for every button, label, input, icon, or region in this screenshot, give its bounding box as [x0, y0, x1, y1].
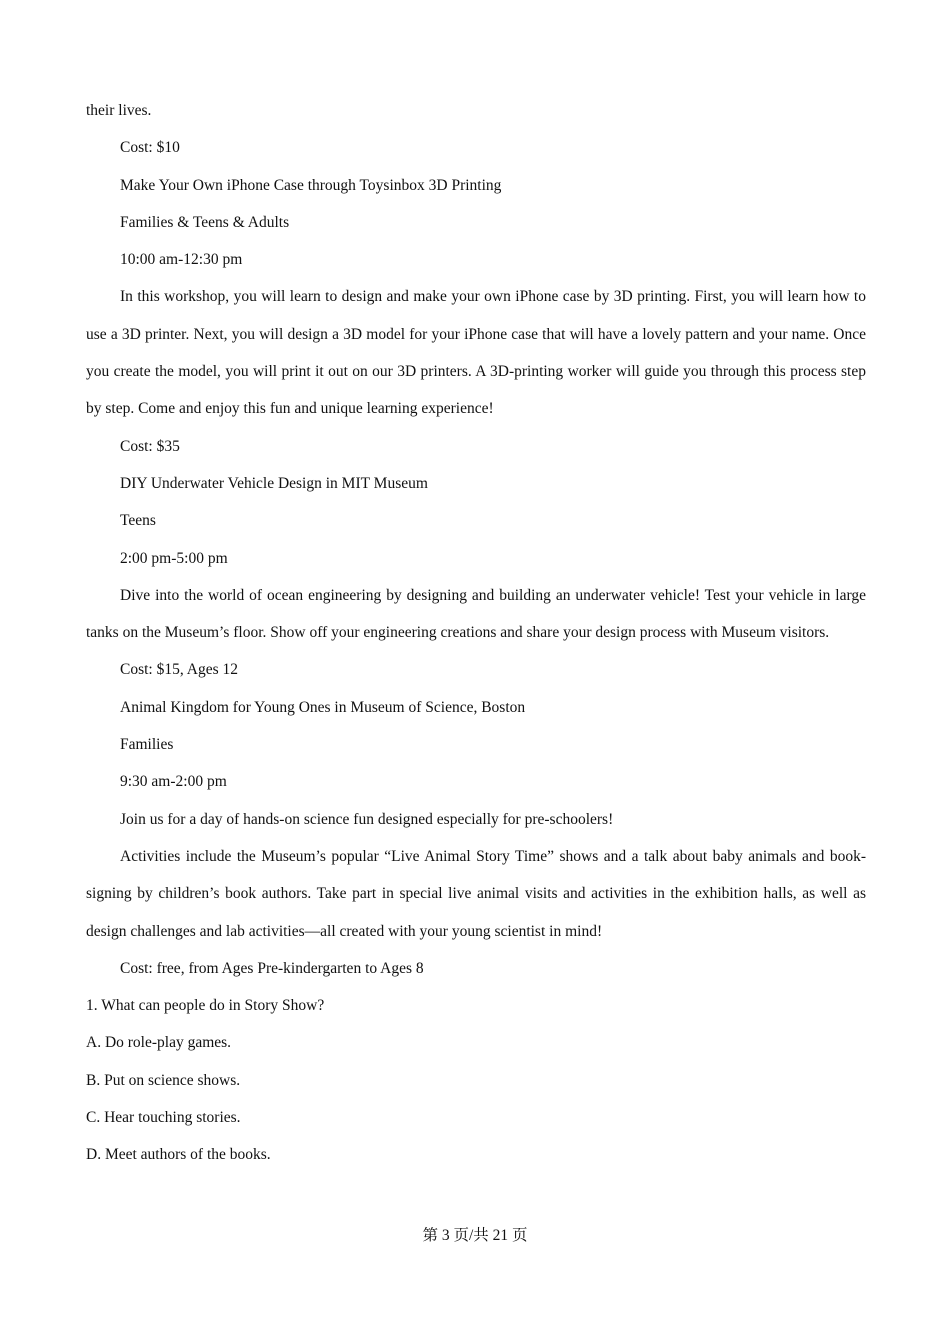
- page-number-footer: 第 3 页/共 21 页: [422, 1227, 528, 1244]
- event2-audience: Families & Teens & Adults: [120, 213, 290, 231]
- event4-audience: Families: [120, 736, 174, 754]
- event2-time: 10:00 am-12:30 pm: [120, 251, 243, 269]
- event2-description: In this workshop, you will learn to design and make your own iPhone case by 3D printing. First, you will learn how to use a 3D printer. Next, you will design a 3D model for your iPhone case that will have a lovely pattern and your name. Once you create the model, you will print it out on our 3D printers. A 3D-printing worker will guide you through this process step by step. Come and enjoy this fun and unique learning experience!: [86, 288, 866, 418]
- event2-title: Make Your Own iPhone Case through Toysinbox 3D Printing: [120, 176, 502, 194]
- event4-time: 9:30 am-2:00 pm: [120, 773, 227, 791]
- event3-cost: Cost: $15, Ages 12: [120, 661, 238, 679]
- continuation-text: their lives.: [86, 102, 152, 119]
- event3-audience: Teens: [120, 512, 156, 530]
- question-option-b: B. Put on science shows.: [86, 1071, 241, 1089]
- question-option-d: D. Meet authors of the books.: [86, 1146, 271, 1164]
- event3-title: DIY Underwater Vehicle Design in MIT Museum: [120, 474, 428, 492]
- event3-time: 2:00 pm-5:00 pm: [120, 549, 228, 567]
- question-option-a: A. Do role-play games.: [86, 1034, 232, 1052]
- event4-description-activities: Activities include the Museum’s popular “Live Animal Story Time” shows and a talk about baby animals and book-signing by children’s book authors. Take part in special live animal visits and activities in the exhibition halls, as well as design challenges and lab activities—all created with your young scientist in mind!: [86, 847, 866, 940]
- event4-cost: Cost: free, from Ages Pre-kindergarten to Ages 8: [120, 959, 424, 977]
- event4-description-intro: Join us for a day of hands-on science fun designed especially for pre-schoolers!: [120, 810, 614, 828]
- event2-cost: Cost: $35: [120, 437, 180, 455]
- question-stem: 1. What can people do in Story Show?: [86, 997, 325, 1015]
- event1-cost: Cost: $10: [120, 139, 180, 157]
- event4-title: Animal Kingdom for Young Ones in Museum of Science, Boston: [120, 698, 526, 716]
- page-content: [86, 92, 866, 1174]
- event3-description: Dive into the world of ocean engineering by designing and building an underwater vehicle! Test your vehicle in large tanks on the Museum’s floor. Show off your engineering creations and share your design process with Museum visitors.: [86, 586, 866, 642]
- question-option-c: C. Hear touching stories.: [86, 1109, 241, 1127]
